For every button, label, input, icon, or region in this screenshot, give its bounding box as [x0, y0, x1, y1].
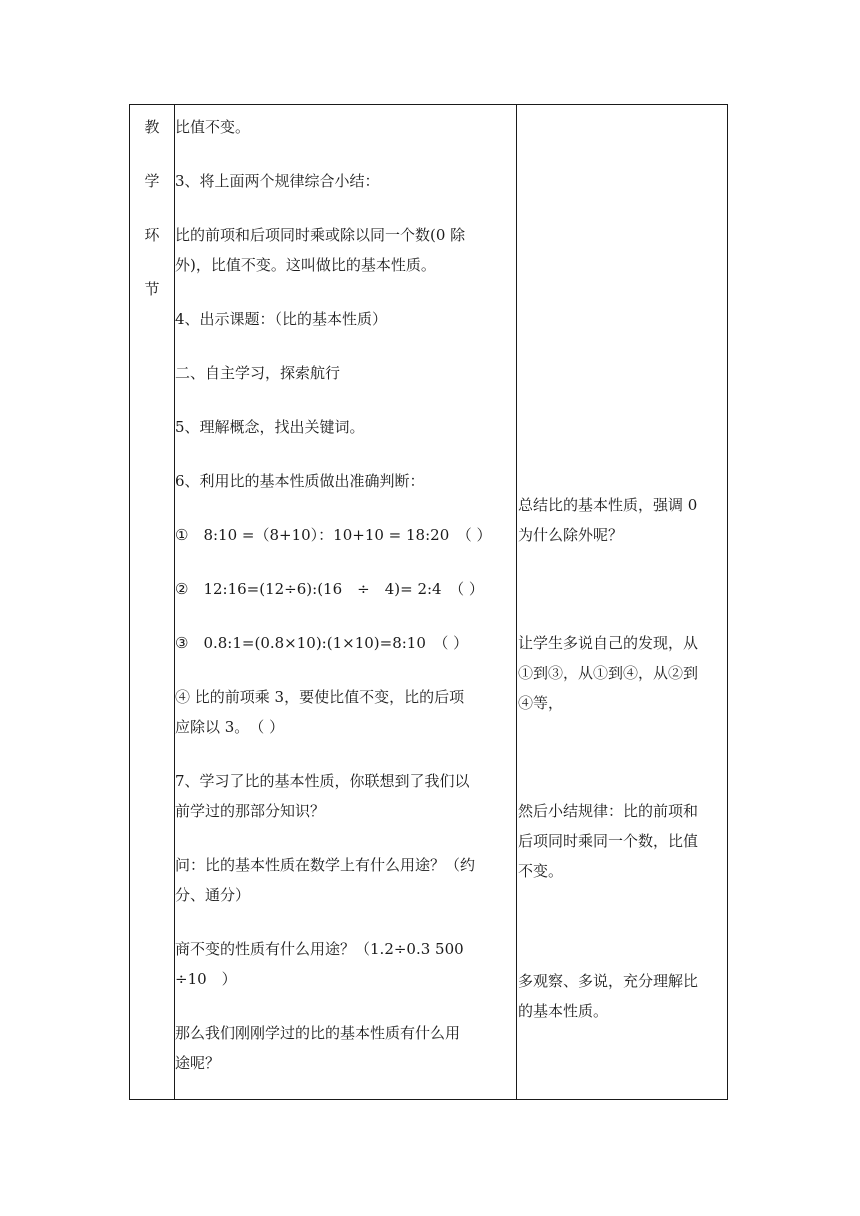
- main-line: 5、理解概念，找出关键词。: [175, 418, 365, 436]
- main-line: 应除以 3。 （ ）: [175, 718, 285, 736]
- section-label-char: 节: [144, 280, 160, 298]
- main-line: 比值不变。: [175, 118, 251, 136]
- main-line: 那么我们刚刚学过的比的基本性质有什么用: [175, 1024, 461, 1042]
- main-line: 4、出示课题：（比的基本性质）: [175, 310, 388, 328]
- main-line: ④ 比的前项乘 3，要使比值不变，比的后项: [175, 688, 465, 706]
- section-label-char: 学: [144, 172, 160, 190]
- main-line: 3、将上面两个规律综合小结：: [175, 172, 380, 190]
- note-line: 不变。: [518, 862, 564, 880]
- column-divider-2: [516, 105, 517, 1099]
- main-line: ① 8:10 =（8+10）：10+10 = 18:20 （ ）: [175, 526, 492, 544]
- note-line: 多观察、多说，充分理解比: [518, 972, 699, 990]
- main-line: ③ 0.8:1=(0.8×10):(1×10)=8:10 （ ）: [175, 634, 469, 652]
- main-line: 比的前项和后项同时乘或除以同一个数(0 除: [175, 226, 466, 244]
- note-line: 让学生多说自己的发现，从: [518, 634, 699, 652]
- lesson-table: [129, 104, 728, 1100]
- main-line: 外)，比值不变。这叫做比的基本性质。: [175, 256, 436, 274]
- main-line: 问：比的基本性质在数学上有什么用途？（约: [175, 856, 476, 874]
- main-line: 7、学习了比的基本性质，你联想到了我们以: [175, 772, 470, 790]
- note-line: 后项同时乘同一个数，比值: [518, 832, 699, 850]
- main-line: ÷10 ）: [175, 970, 237, 988]
- note-line: ④等，: [518, 694, 564, 712]
- note-line: 然后小结规律：比的前项和: [518, 802, 699, 820]
- main-line: 6、利用比的基本性质做出准确判断：: [175, 472, 425, 490]
- main-line: 分、通分）: [175, 886, 251, 904]
- section-label-char: 环: [144, 226, 160, 244]
- main-line: 前学过的那部分知识？: [175, 802, 326, 820]
- section-label-char: 教: [144, 118, 160, 136]
- note-line: ①到③，从①到④，从②到: [518, 664, 699, 682]
- main-line: 商不变的性质有什么用途？（1.2÷0.3 500: [175, 940, 464, 958]
- main-line: ② 12:16=(12÷6):(16 ÷ 4)= 2:4 （ ）: [175, 580, 484, 598]
- note-line: 总结比的基本性质，强调 0: [518, 496, 698, 514]
- note-line: 的基本性质。: [518, 1002, 609, 1020]
- main-line: 二、自主学习，探索航行: [175, 364, 341, 382]
- main-line: 途呢？: [175, 1054, 221, 1072]
- note-line: 为什么除外呢？: [518, 526, 624, 544]
